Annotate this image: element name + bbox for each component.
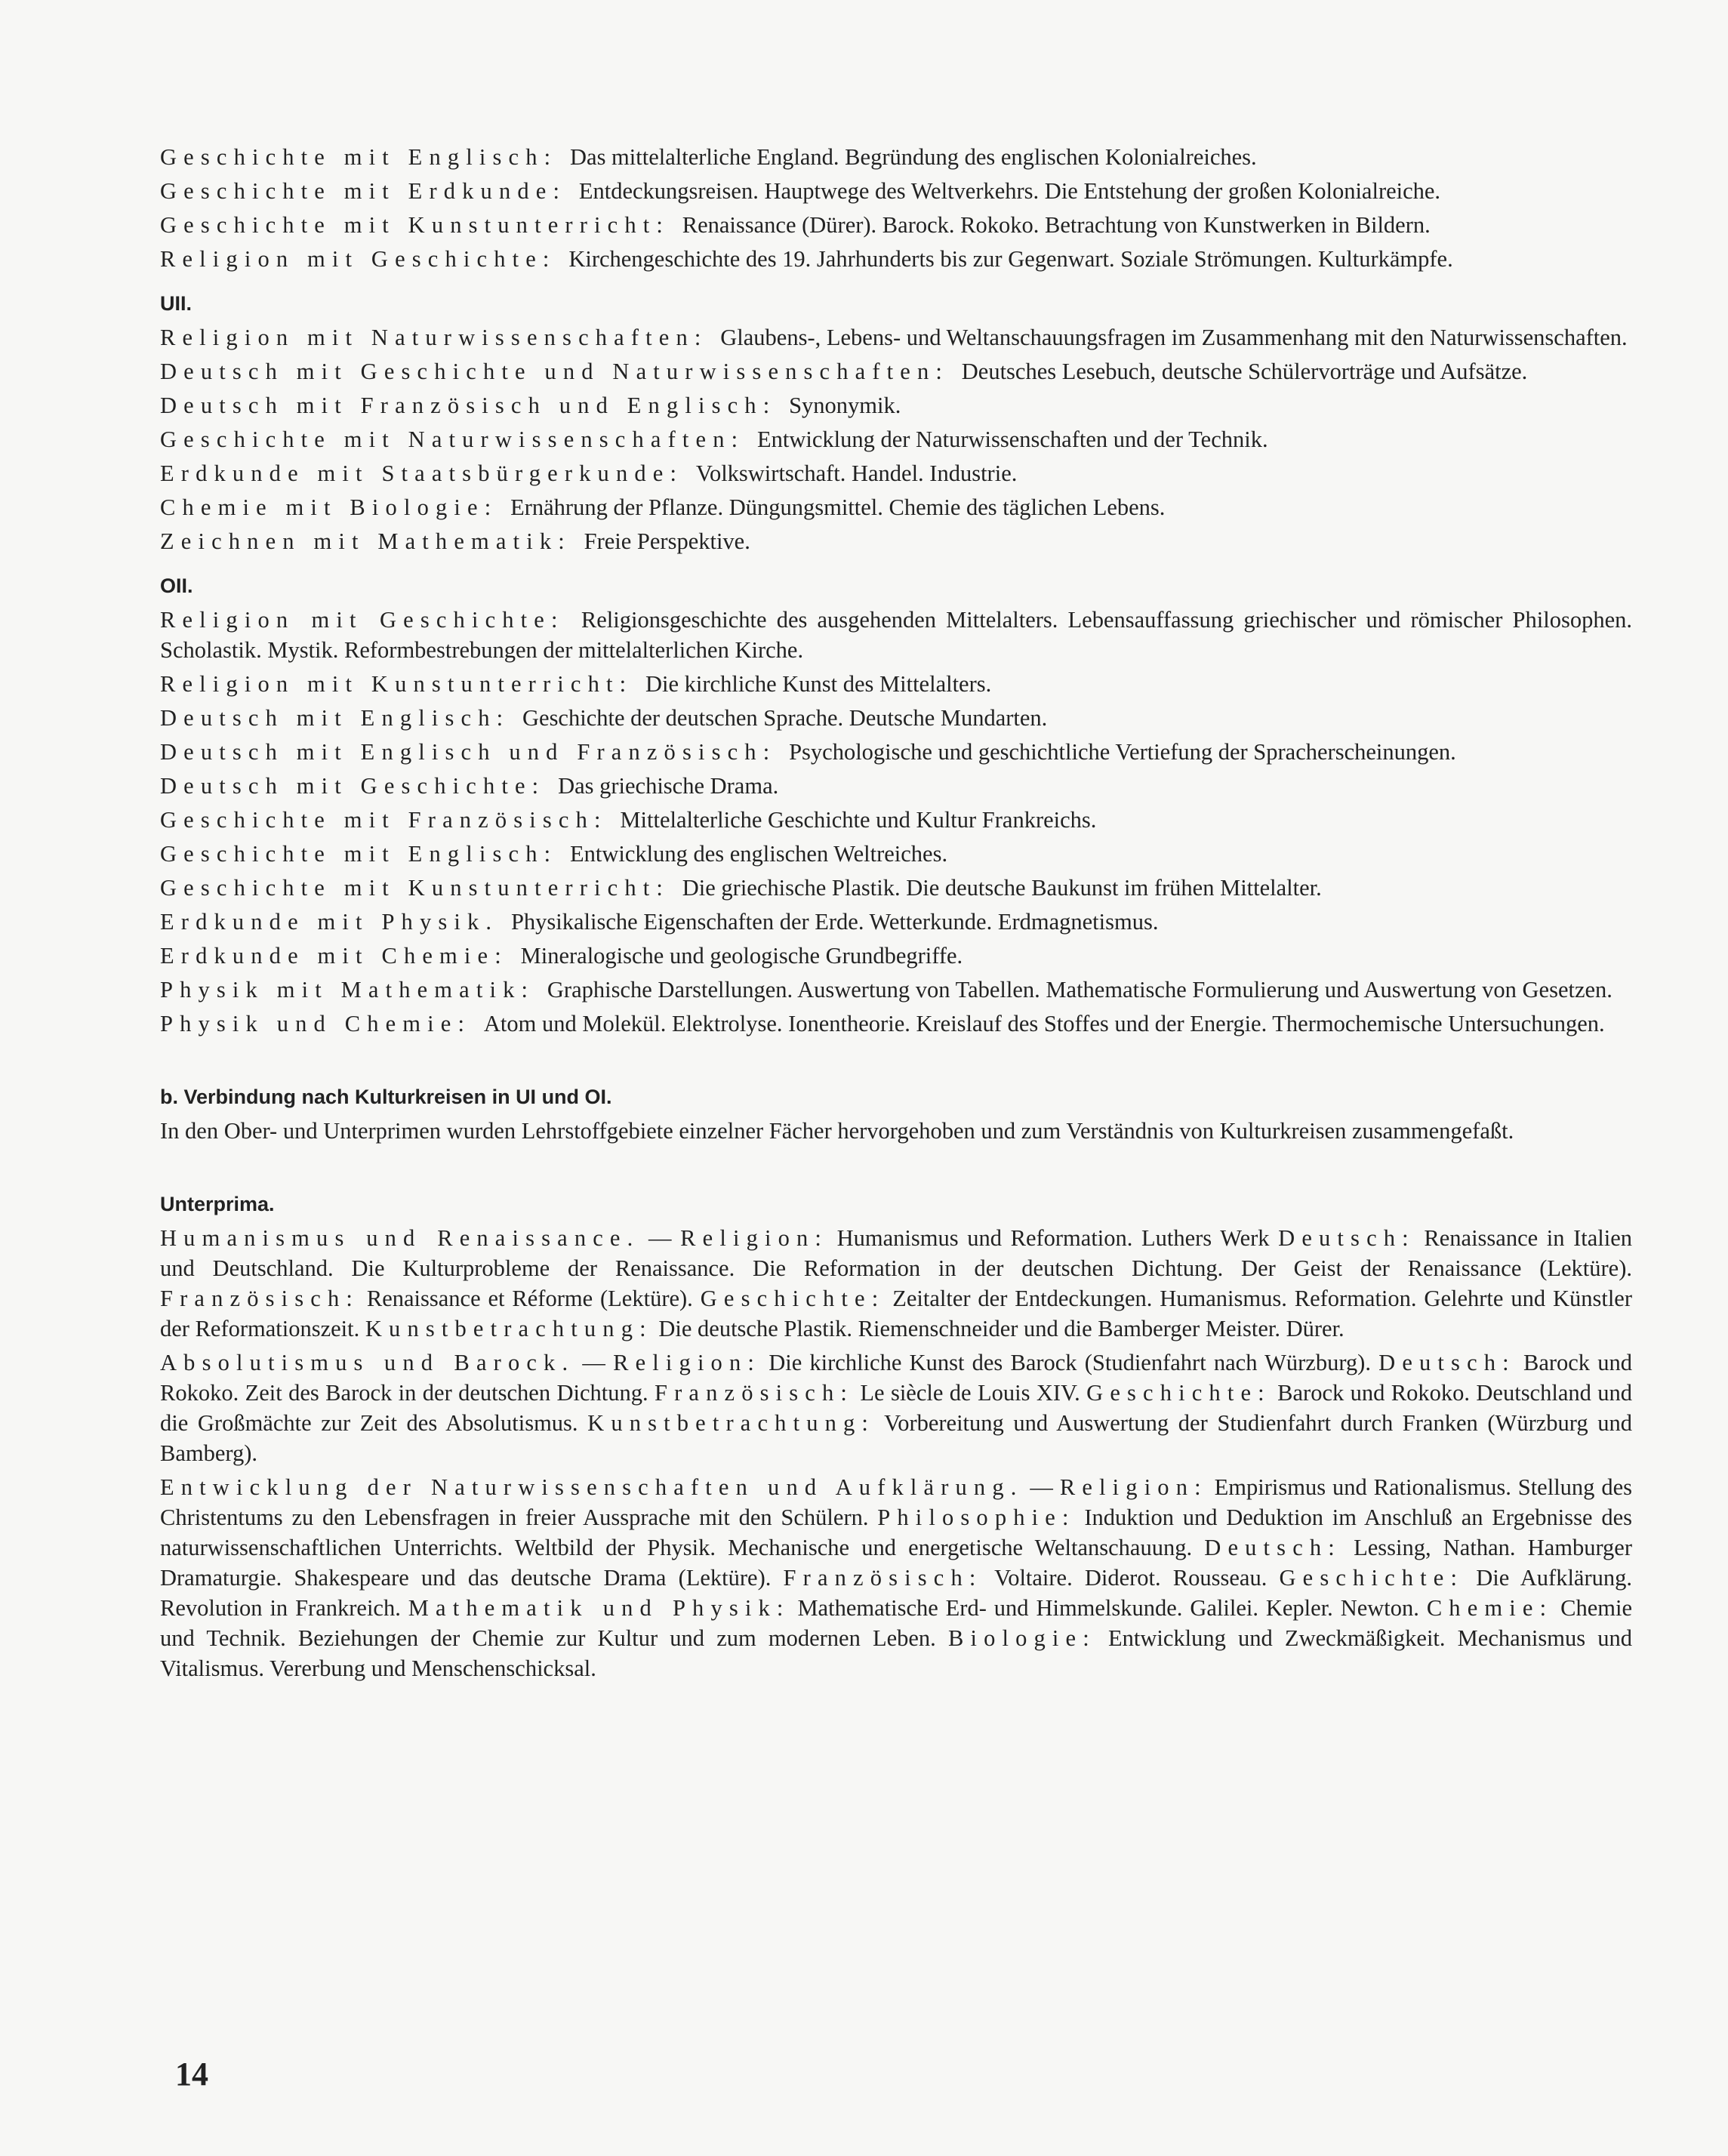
paragraph-text: Psychologische und geschichtliche Vertiefung der Spracherscheinungen. (789, 739, 1456, 765)
paragraph (160, 907, 1632, 937)
paragraph (160, 244, 1632, 274)
paragraph (160, 176, 1632, 206)
paragraph-text: Freie Perspektive. (584, 528, 750, 554)
paragraph: Humanismus und Renaissance. — Religion: Humanismus und Reformation. Luthers Werk Deutsch: Renaissance in Italien und Deutschland. Die Kulturprobleme der Renaissance. Die Reformation in der deutschen Dichtung. Der Geist der Renaissance (Lektüre). Französisch: Renaissance et Réforme (Lektüre). Geschichte: Zeitalter der Entdeckungen. Humanismus. Reformation. Gelehrte und Künstler der Reformationszeit. Kunstbetrachtung: Die deutsche Plastik. Riemenschneider und die Bamberger Meister. Dürer. (160, 1225, 1633, 1341)
document-body (160, 142, 1632, 1687)
paragraph-text: Atom und Molekül. Elektrolyse. Ionentheorie. Kreislauf des Stoffes und der Energie. Thermochemische Untersuchungen. (483, 1011, 1605, 1036)
subject-pair: Geschichte mit Englisch: (160, 144, 570, 170)
page-number: 14 (175, 2056, 208, 2093)
paragraph (160, 839, 1632, 869)
paragraph (160, 492, 1632, 522)
paragraph-text: Entdeckungsreisen. Hauptwege des Weltverkehrs. Die Entstehung der großen Kolonialreiche. (578, 178, 1441, 204)
subject-pair: Deutsch mit Geschichte und Naturwissenschaften: (160, 359, 962, 384)
paragraph (160, 941, 1632, 971)
subject-pair: Zeichnen mit Mathematik: (160, 528, 584, 554)
subject-pair: Deutsch mit Englisch: (160, 705, 522, 731)
subject-pair: Physik und Chemie: (160, 1011, 484, 1036)
paragraph-text: Mittelalterliche Geschichte und Kultur Frankreichs. (620, 807, 1097, 833)
paragraph: Entwicklung der Naturwissenschaften und Aufklärung. — Religion: Empirismus und Rationalismus. Stellung des Christentums zu den Lebensfragen in freier Aussprache mit den Schülern. Philosophie: Induktion und Deduktion im Anschluß an Ergebnisse des naturwissenschaftlichen Unterrichts. Weltbild der Physik. Mechanische und energetische Weltanschauung. Deutsch: Lessing, Nathan. Hamburger Dramaturgie. Shakespeare und das deutsche Drama (Lektüre). Französisch: Voltaire. Diderot. Rousseau. Geschichte: Die Aufklärung. Revolution in Frankreich. Mathematik und Physik: Mathematische Erd- und Himmelskunde. Galilei. Kepler. Newton. Chemie: Chemie und Technik. Beziehungen der Chemie zur Kultur und zum modernen Leben. Biologie: Entwicklung und Zweckmäßigkeit. Mechanismus und Vitalismus. Vererbung und Menschenschicksal. (160, 1474, 1632, 1681)
section-heading-b: b. Verbindung nach Kulturkreisen in UI und OI. (160, 1086, 612, 1108)
subject-pair: Erdkunde mit Chemie: (160, 943, 521, 969)
paragraph-text: Religionsgeschichte des ausgehenden Mittelalters. Lebensauffassung griechischer und römischer Philosophen. Scholastik. Mystik. Reformbestrebungen der mittelalterlichen Kirche. (160, 607, 1632, 663)
paragraph (160, 424, 1632, 454)
paragraph-text: Renaissance (Dürer). Barock. Rokoko. Betrachtung von Kunstwerken in Bildern. (682, 212, 1431, 238)
paragraph-text: Synonymik. (789, 393, 901, 418)
paragraph (160, 975, 1632, 1005)
subject-pair: Erdkunde mit Physik. (160, 909, 511, 935)
paragraph-text: Mineralogische und geologische Grundbegriffe. (520, 943, 963, 969)
paragraph-text: Deutsches Lesebuch, deutsche Schülervorträge und Aufsätze. (961, 359, 1528, 384)
paragraph (160, 805, 1632, 835)
paragraph (160, 771, 1632, 801)
paragraph-text: Volkswirtschaft. Handel. Industrie. (695, 460, 1018, 486)
paragraph-text: Glaubens-, Lebens- und Weltanschauungsfragen im Zusammenhang mit den Naturwissenschaften. (720, 325, 1628, 350)
topic-title: Absolutismus und Barock. (160, 1350, 575, 1375)
paragraph-text: Entwicklung der Naturwissenschaften und der Technik. (757, 427, 1268, 452)
paragraph-text: Die kirchliche Kunst des Mittelalters. (645, 671, 992, 697)
paragraph (160, 390, 1632, 420)
paragraph-text: Die griechische Plastik. Die deutsche Baukunst im frühen Mittelalter. (682, 875, 1322, 901)
paragraph (160, 1009, 1632, 1039)
paragraph-intro: In den Ober- und Unterprimen wurden Lehrstoffgebiete einzelner Fächer hervorgehoben und zum Verständnis von Kulturkreisen zusammengefaßt. (160, 1118, 1514, 1144)
section-heading-oii: OII. (160, 574, 193, 597)
subject-pair: Religion mit Naturwissenschaften: (160, 325, 721, 350)
subject-pair: Deutsch mit Geschichte: (160, 773, 559, 799)
paragraph (160, 737, 1632, 767)
subject-pair: Erdkunde mit Staatsbürgerkunde: (160, 460, 696, 486)
subject-pair: Deutsch mit Englisch und Französisch: (160, 739, 790, 765)
subject-pair: Geschichte mit Englisch: (160, 841, 570, 867)
subject-pair: Geschichte mit Kunstunterricht: (160, 212, 682, 238)
paragraph (160, 669, 1632, 699)
paragraph (160, 322, 1632, 353)
paragraph (160, 526, 1632, 556)
paragraph-text: Entwicklung des englischen Weltreiches. (570, 841, 948, 867)
paragraph (160, 458, 1632, 488)
subject-pair: Chemie mit Biologie: (160, 494, 511, 520)
subject-pair: Religion mit Geschichte: (160, 246, 569, 272)
paragraph-text: Geschichte der deutschen Sprache. Deutsche Mundarten. (522, 705, 1048, 731)
paragraph (160, 356, 1632, 387)
topic-title: Humanismus und Renaissance. (160, 1225, 640, 1251)
subject-pair: Physik mit Mathematik: (160, 977, 547, 1003)
subject-pair: Geschichte mit Französisch: (160, 807, 621, 833)
subject-pair: Deutsch mit Französisch und Englisch: (160, 393, 790, 418)
section-heading-uii: UII. (160, 292, 193, 315)
subject-pair: Religion mit Geschichte: (160, 607, 581, 633)
paragraph-text: Ernährung der Pflanze. Düngungsmittel. Chemie des täglichen Lebens. (510, 494, 1166, 520)
paragraph-text: Das mittelalterliche England. Begründung des englischen Kolonialreiches. (570, 144, 1257, 170)
paragraph (160, 210, 1632, 240)
subject-pair: Geschichte mit Kunstunterricht: (160, 875, 682, 901)
paragraph-text: Kirchengeschichte des 19. Jahrhunderts bis zur Gegenwart. Soziale Strömungen. Kulturkämpfe. (568, 246, 1453, 272)
paragraph-text: Das griechische Drama. (558, 773, 779, 799)
paragraph-text: Graphische Darstellungen. Auswertung von Tabellen. Mathematische Formulierung und Auswertung von Gesetzen. (547, 977, 1612, 1003)
paragraph (160, 873, 1632, 903)
topic-title: Entwicklung der Naturwissenschaften und Aufklärung. (160, 1474, 1024, 1500)
section-heading-unterprima: Unterprima. (160, 1193, 275, 1215)
subject-pair: Geschichte mit Erdkunde: (160, 178, 579, 204)
paragraph (160, 142, 1632, 172)
subject-pair: Religion mit Kunstunterricht: (160, 671, 646, 697)
paragraph (160, 605, 1632, 665)
paragraph: Absolutismus und Barock. — Religion: Die kirchliche Kunst des Barock (Studienfahrt nach Würzburg). Deutsch: Barock und Rokoko. Zeit des Barock in der deutschen Dichtung. Französisch: Le siècle de Louis XIV. Geschichte: Barock und Rokoko. Deutschland und die Großmächte zur Zeit des Absolutismus. Kunstbetrachtung: Vorbereitung und Auswertung der Studienfahrt durch Franken (Würzburg und Bamberg). (160, 1350, 1633, 1466)
subject-pair: Geschichte mit Naturwissenschaften: (160, 427, 757, 452)
paragraph (160, 703, 1632, 733)
paragraph-text: Physikalische Eigenschaften der Erde. Wetterkunde. Erdmagnetismus. (510, 909, 1159, 935)
